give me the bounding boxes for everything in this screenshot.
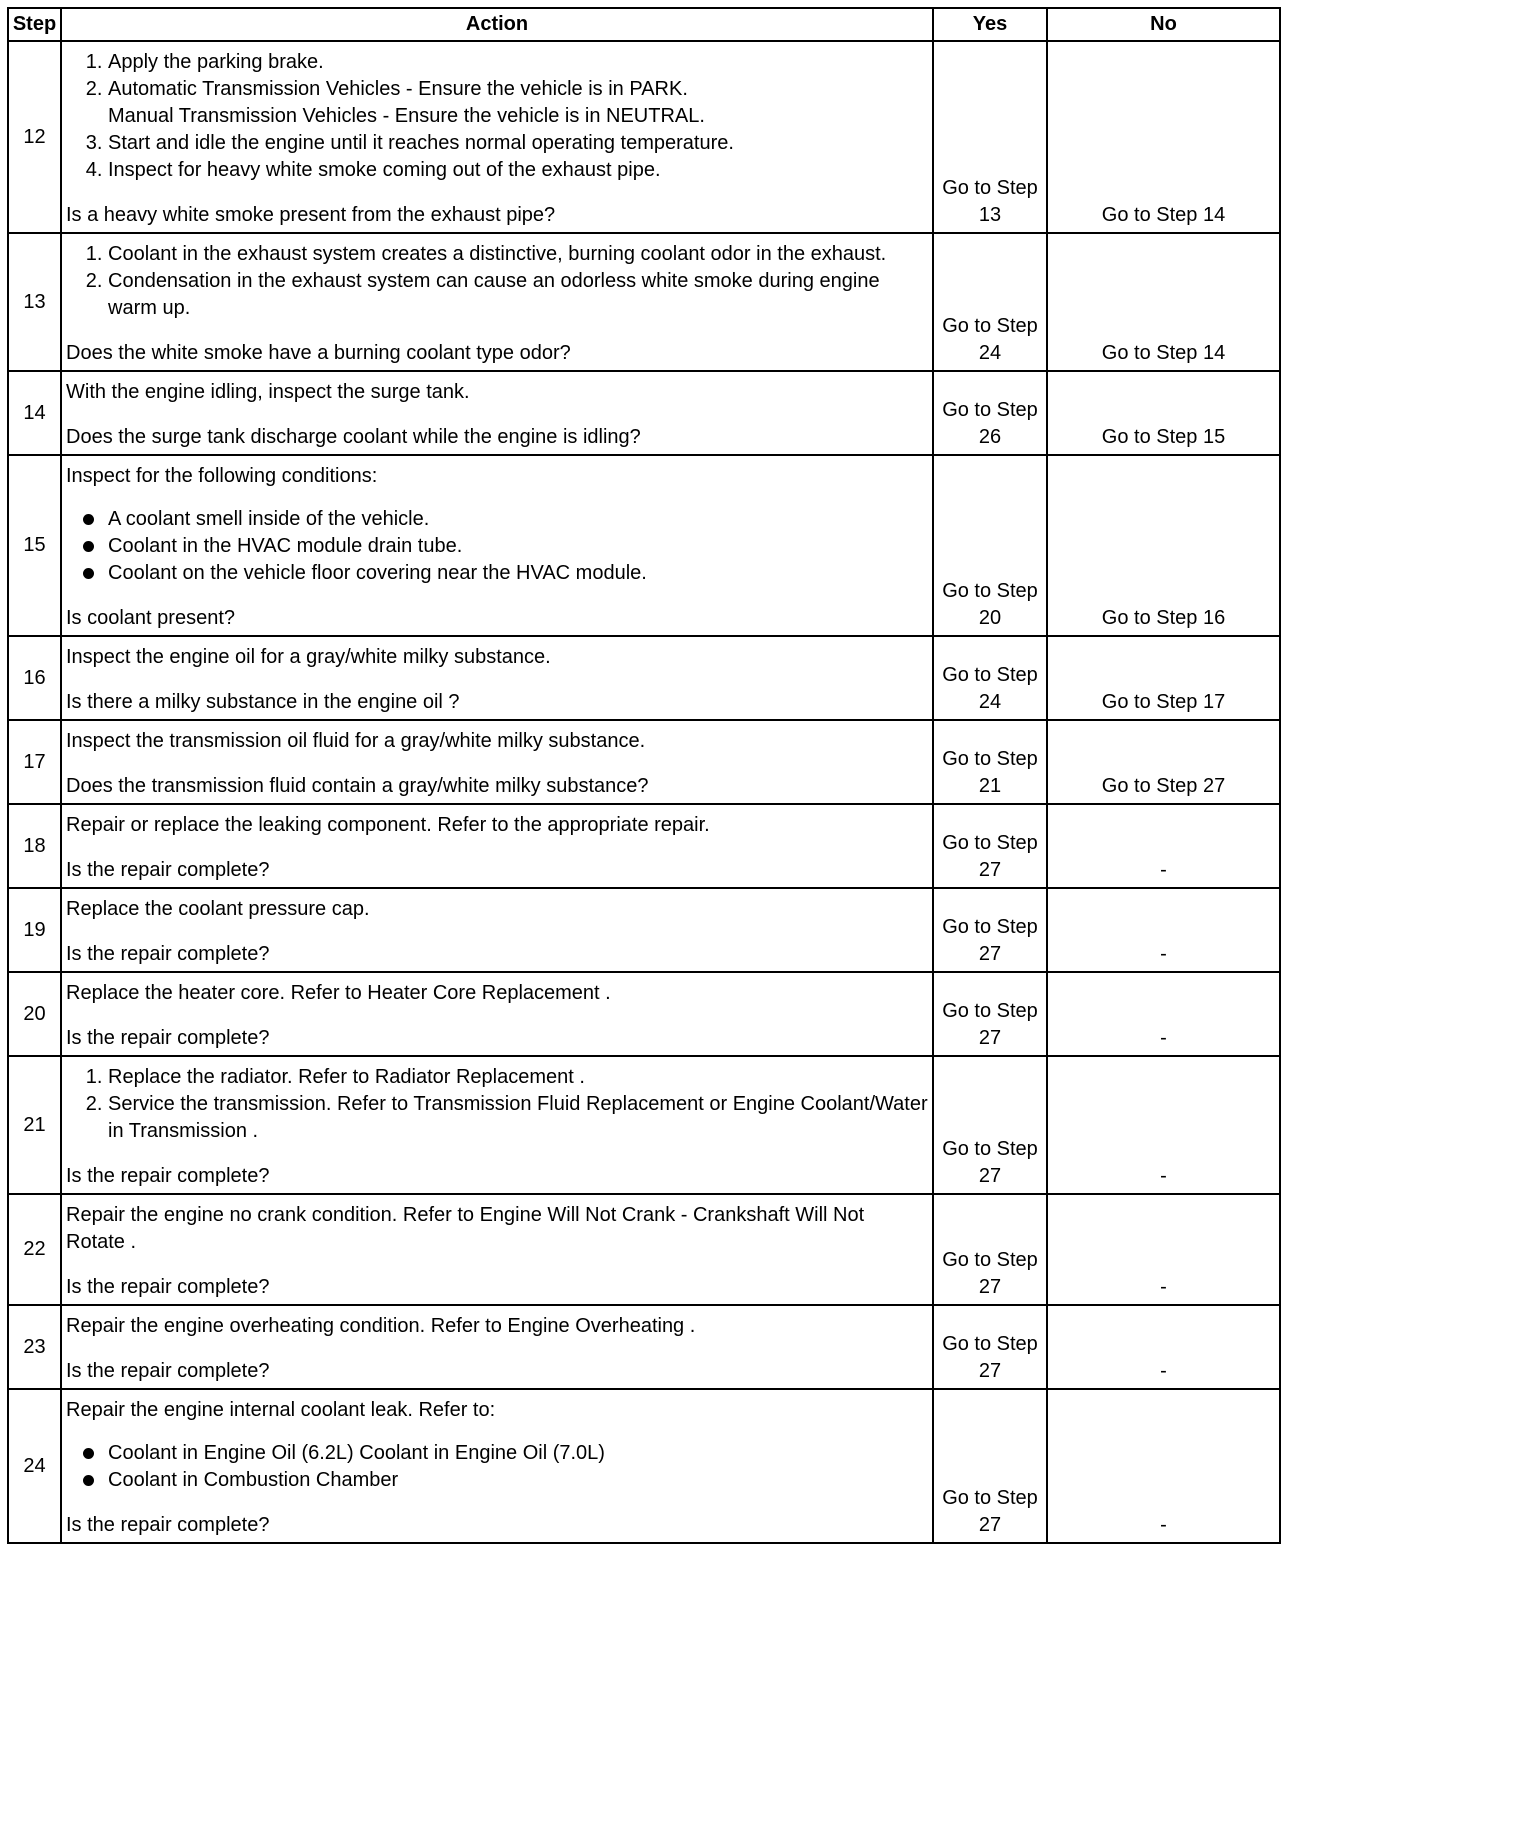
action-steps [66,49,928,184]
action-step: 4. Inspect for heavy white smoke coming out of the exhaust pipe. [108,157,928,184]
action-cell [61,41,933,233]
table-row [8,1194,1280,1305]
header-action: Action [61,8,933,41]
header-step: Step [8,8,61,41]
no-action: Go to Step 17 [1047,636,1280,720]
step-number: 14 [8,371,61,455]
condition-item: Coolant in Engine Oil (6.2L) Coolant in Engine Oil (7.0L) [108,1440,928,1467]
yes-action-label: Go to Step [942,399,1038,421]
diagnostic-table [7,7,1281,1544]
yes-action-step: 21 [978,775,1002,797]
yes-action-step: 27 [978,1165,1002,1187]
yes-cell [933,41,1047,233]
action-step-line: Manual Transmission Vehicles - Ensure the vehicle is in NEUTRAL. [108,105,705,127]
yes-action-step: 27 [978,1276,1002,1298]
step-number: 20 [8,972,61,1056]
step-number: 23 [8,1305,61,1389]
yes-cell [933,636,1047,720]
action-text: Repair the engine overheating condition. Refer to Engine Overheating . [66,1315,696,1337]
yes-action-step: 24 [978,342,1002,364]
condition-item: Coolant in the HVAC module drain tube. [108,533,928,560]
table-row [8,804,1280,888]
yes-action-label: Go to Step [942,664,1038,686]
diagnostic-document [7,7,1279,1544]
yes-cell [933,972,1047,1056]
condition-item: Coolant on the vehicle floor covering near the HVAC module. [108,560,928,587]
yes-action-step: 24 [978,691,1002,713]
action-cell [61,972,933,1056]
action-cell [61,720,933,804]
table-row [8,1389,1280,1543]
action-cell [61,233,933,371]
action-question: Does the surge tank discharge coolant while the engine is idling? [66,426,641,448]
action-question: Is coolant present? [66,607,235,629]
step-number: 18 [8,804,61,888]
action-text: Repair the engine internal coolant leak. Refer to: [66,1399,496,1421]
yes-action-label: Go to Step [942,1333,1038,1355]
action-step-line: 2. Automatic Transmission Vehicles - Ensure the vehicle is in PARK. [108,78,688,100]
yes-action-step: 13 [978,204,1002,226]
yes-action-step: 26 [978,426,1002,448]
action-text: Inspect the transmission oil fluid for a gray/white milky substance. [66,730,646,752]
yes-action-label: Go to Step [942,916,1038,938]
table-row [8,720,1280,804]
condition-item: A coolant smell inside of the vehicle. [108,506,928,533]
action-step [108,76,928,130]
action-step: 2. Service the transmission. Refer to Transmission Fluid Replacement or Engine Coolant/Water in Transmission . [108,1091,928,1145]
condition-list [66,1440,928,1494]
yes-action-step: 20 [978,607,1002,629]
action-cell [61,1389,933,1543]
yes-cell [933,233,1047,371]
action-question: Is the repair complete? [66,1027,270,1049]
yes-action-label: Go to Step [942,580,1038,602]
yes-cell [933,1056,1047,1194]
no-action: - [1047,972,1280,1056]
no-action: - [1047,1305,1280,1389]
action-step: 3. Start and idle the engine until it reaches normal operating temperature. [108,130,928,157]
action-question: Is the repair complete? [66,859,270,881]
table-body [8,41,1280,1543]
yes-cell [933,1194,1047,1305]
action-question: Is the repair complete? [66,1165,270,1187]
yes-action-label: Go to Step [942,832,1038,854]
step-number: 15 [8,455,61,636]
action-question: Is the repair complete? [66,1360,270,1382]
action-text: Inspect the engine oil for a gray/white milky substance. [66,646,551,668]
action-question: Is the repair complete? [66,1276,270,1298]
yes-action-label: Go to Step [942,1138,1038,1160]
action-question: Is the repair complete? [66,1514,270,1536]
table-row [8,1056,1280,1194]
no-action: Go to Step 16 [1047,455,1280,636]
action-question: Is the repair complete? [66,943,270,965]
action-question: Does the transmission fluid contain a gray/white milky substance? [66,775,649,797]
table-row [8,972,1280,1056]
yes-action-step: 27 [978,1027,1002,1049]
action-cell [61,455,933,636]
action-step: 1. Replace the radiator. Refer to Radiator Replacement . [108,1064,928,1091]
step-number: 13 [8,233,61,371]
no-action: - [1047,804,1280,888]
table-row [8,41,1280,233]
action-text: Replace the coolant pressure cap. [66,898,370,920]
no-action: - [1047,1389,1280,1543]
table-row [8,636,1280,720]
condition-list [66,506,928,587]
action-cell [61,371,933,455]
yes-action-label: Go to Step [942,748,1038,770]
yes-cell [933,720,1047,804]
action-question: Does the white smoke have a burning coolant type odor? [66,342,571,364]
table-header-row [8,8,1280,41]
action-steps [66,241,928,322]
yes-action-step: 27 [978,943,1002,965]
step-number: 17 [8,720,61,804]
yes-action-label: Go to Step [942,177,1038,199]
step-number: 19 [8,888,61,972]
no-action: - [1047,1194,1280,1305]
header-no: No [1047,8,1280,41]
step-number: 24 [8,1389,61,1543]
table-row [8,888,1280,972]
action-step: 1. Coolant in the exhaust system creates a distinctive, burning coolant odor in the exhaust. [108,241,928,268]
yes-cell [933,455,1047,636]
no-action: Go to Step 14 [1047,41,1280,233]
yes-cell [933,804,1047,888]
yes-action-step: 27 [978,1514,1002,1536]
no-action: Go to Step 27 [1047,720,1280,804]
action-cell [61,636,933,720]
step-number: 21 [8,1056,61,1194]
action-cell [61,888,933,972]
no-action: Go to Step 15 [1047,371,1280,455]
yes-action-label: Go to Step [942,1487,1038,1509]
action-question: Is a heavy white smoke present from the exhaust pipe? [66,204,556,226]
action-cell [61,1056,933,1194]
action-text: With the engine idling, inspect the surge tank. [66,381,470,403]
action-cell [61,804,933,888]
yes-cell [933,371,1047,455]
yes-cell [933,1389,1047,1543]
action-cell [61,1305,933,1389]
yes-cell [933,1305,1047,1389]
table-row [8,455,1280,636]
condition-item: Coolant in Combustion Chamber [108,1467,928,1494]
table-row [8,1305,1280,1389]
table-row [8,371,1280,455]
yes-action-label: Go to Step [942,1249,1038,1271]
yes-action-step: 27 [978,1360,1002,1382]
yes-action-label: Go to Step [942,315,1038,337]
action-text: Inspect for the following conditions: [66,465,378,487]
action-text: Repair or replace the leaking component. Refer to the appropriate repair. [66,814,710,836]
yes-cell [933,888,1047,972]
action-text: Replace the heater core. Refer to Heater Core Replacement . [66,982,611,1004]
action-step: 2. Condensation in the exhaust system can cause an odorless white smoke during engine warm up. [108,268,928,322]
header-yes: Yes [933,8,1047,41]
action-question: Is there a milky substance in the engine oil ? [66,691,460,713]
step-number: 16 [8,636,61,720]
step-number: 12 [8,41,61,233]
no-action: Go to Step 14 [1047,233,1280,371]
action-text: Repair the engine no crank condition. Refer to Engine Will Not Crank - Crankshaft Will Not Rotate . [66,1204,865,1253]
no-action: - [1047,1056,1280,1194]
action-step: 1. Apply the parking brake. [108,49,928,76]
yes-action-label: Go to Step [942,1000,1038,1022]
yes-action-step: 27 [978,859,1002,881]
step-number: 22 [8,1194,61,1305]
no-action: - [1047,888,1280,972]
action-cell [61,1194,933,1305]
action-steps [66,1064,928,1145]
table-row [8,233,1280,371]
